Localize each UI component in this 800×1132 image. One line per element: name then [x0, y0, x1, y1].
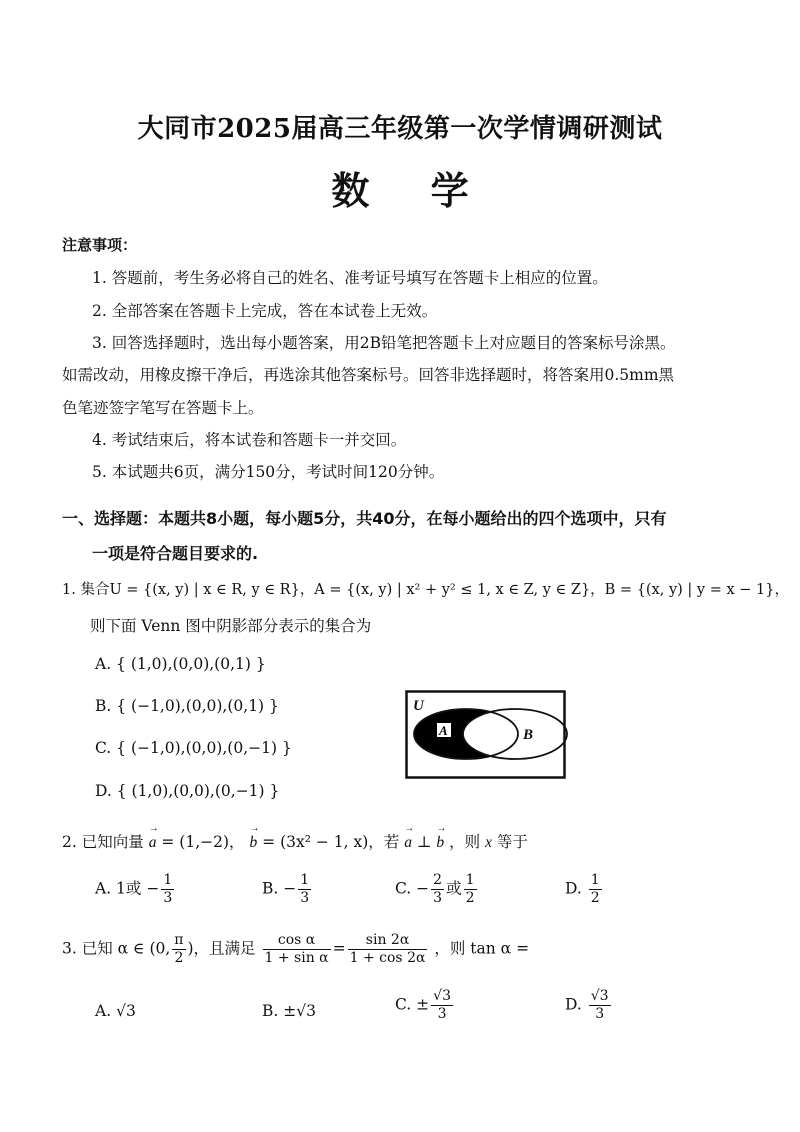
question-2-option-d — [565, 872, 604, 907]
option-c-prefix: C. ± — [395, 995, 430, 1014]
option-c-or: 或 — [446, 879, 462, 898]
question-1-stem: 1. 集合U = {(x, y) | x ∈ R, y ∈ R}，A = {(x, y) | x² + y² ≤ 1, x ∈ Z, y ∈ Z}，B = {(x, y) | y = x − 1}， — [62, 582, 789, 598]
question-1-option-c: C. { (−1,0),(0,0),(0,−1) } — [95, 739, 292, 757]
question-2-option-c — [395, 872, 479, 907]
note-item-4: 4. 考试结束后，将本试卷和答题卡一并交回。 — [92, 431, 407, 449]
question-3-option-c — [395, 988, 455, 1023]
question-3-text-2: )，且满足 — [187, 939, 256, 958]
option-a-value: √3 — [116, 1002, 136, 1020]
venn-diagram — [405, 690, 570, 789]
exam-title: 大同市2025届高三年级第一次学情调研测试 — [137, 114, 663, 144]
option-c-fraction-1: $\frac{2}{3}$ — [433, 872, 443, 906]
equals-sign: = — [332, 939, 346, 958]
venn-label-u: U — [413, 698, 424, 714]
question-2-text-1: 已知向量 — [81, 833, 144, 851]
question-1-option-a: A. { (1,0),(0,0),(0,1) } — [95, 655, 266, 673]
question-1-option-d: D. { (1,0),(0,0),(0,−1) } — [95, 782, 280, 800]
question-2-stem — [62, 830, 528, 852]
option-b-fraction: $\frac{1}{3}$ — [300, 872, 310, 906]
venn-label-a: A — [439, 723, 448, 738]
option-d-prefix: D. — [565, 879, 582, 898]
question-1-stem-line2: 则下面 Venn 图中阴影部分表示的集合为 — [90, 617, 372, 635]
question-3-option-d — [565, 988, 613, 1023]
option-a-prefix: A. — [95, 1002, 112, 1020]
question-3-option-a — [95, 1002, 136, 1020]
option-c-fraction-2: $\frac{1}{2}$ — [465, 872, 475, 906]
question-2-text-5: 等于 — [496, 833, 528, 851]
question-3-option-b — [262, 1002, 316, 1020]
vector-a: → a — [149, 834, 157, 852]
vector-b: → b — [249, 834, 257, 852]
note-item-5: 5. 本试题共6页，满分150分，考试时间120分钟。 — [92, 463, 445, 481]
note-item-2: 2. 全部答案在答题卡上完成，答在本试卷上无效。 — [92, 302, 438, 320]
fraction-sin2-over-1-plus-cos2: $\frac{\sin 2\alpha}{1 + \cos 2\alpha}$ — [349, 932, 426, 966]
section-heading-line1: 一、选择题：本题共8小题，每小题5分，共40分，在每小题给出的四个选项中，只有 — [62, 509, 667, 528]
question-2-text-3: = (3x² − 1, x)，若 — [262, 833, 400, 851]
section-heading-line2: 一项是符合题目要求的. — [92, 544, 259, 563]
venn-label-b: B — [523, 727, 534, 743]
question-2-text-2: = (1,−2)， — [161, 833, 245, 851]
question-2-text-4: ，则 — [449, 833, 481, 851]
option-a-fraction: $\frac{1}{3}$ — [163, 872, 173, 906]
question-3-text-3: ，则 tan α = — [434, 939, 530, 958]
question-3-number: 3. — [62, 939, 77, 958]
vector-a-2: → a — [404, 834, 412, 852]
pi-over-2: $\frac{\pi}{2}$ — [174, 932, 184, 966]
option-a-prefix: A. 1或 − — [95, 879, 160, 898]
option-b-value: √3 — [296, 1002, 316, 1020]
question-2-option-a — [95, 872, 176, 907]
vector-b-2: → b — [436, 834, 444, 852]
option-d-prefix: D. — [565, 995, 582, 1014]
option-b-prefix: B. ± — [262, 1002, 297, 1020]
note-item-3-line3: 色笔迹签字笔写在答题卡上。 — [62, 399, 264, 417]
variable-x: x — [485, 834, 492, 851]
subject-title: 数 学 — [331, 168, 493, 213]
question-1-option-b: B. { (−1,0),(0,0),(0,1) } — [95, 697, 279, 715]
question-2-number: 2. — [62, 833, 77, 851]
note-item-3-line2: 如需改动，用橡皮擦干净后，再选涂其他答案标号。回答非选择题时，将答案用0.5mm黑 — [62, 366, 675, 384]
option-d-fraction: $\frac{1}{2}$ — [590, 872, 600, 906]
perp-symbol: ⊥ — [416, 833, 432, 851]
option-b-prefix: B. − — [262, 879, 297, 898]
notes-heading: 注意事项： — [62, 236, 138, 254]
note-item-3-line1: 3. 回答选择题时，选出每小题答案，用2B铅笔把答题卡上对应题目的答案标号涂黑。 — [92, 334, 676, 352]
note-item-1: 1. 答题前，考生务必将自己的姓名、准考证号填写在答题卡上相应的位置。 — [92, 269, 608, 287]
option-d-fraction: $\frac{√3}{3}$ — [590, 988, 609, 1022]
question-3-stem — [62, 932, 529, 967]
option-c-fraction: $\frac{√3}{3}$ — [433, 988, 451, 1022]
fraction-cos-over-1-plus-sin: $\frac{\text{cos α}}{\text{1 + sin α}}$ — [264, 932, 329, 966]
question-3-text-1: 已知 α ∈ (0, — [81, 939, 171, 958]
option-c-prefix: C. − — [395, 879, 430, 898]
question-2-option-b — [262, 872, 313, 907]
